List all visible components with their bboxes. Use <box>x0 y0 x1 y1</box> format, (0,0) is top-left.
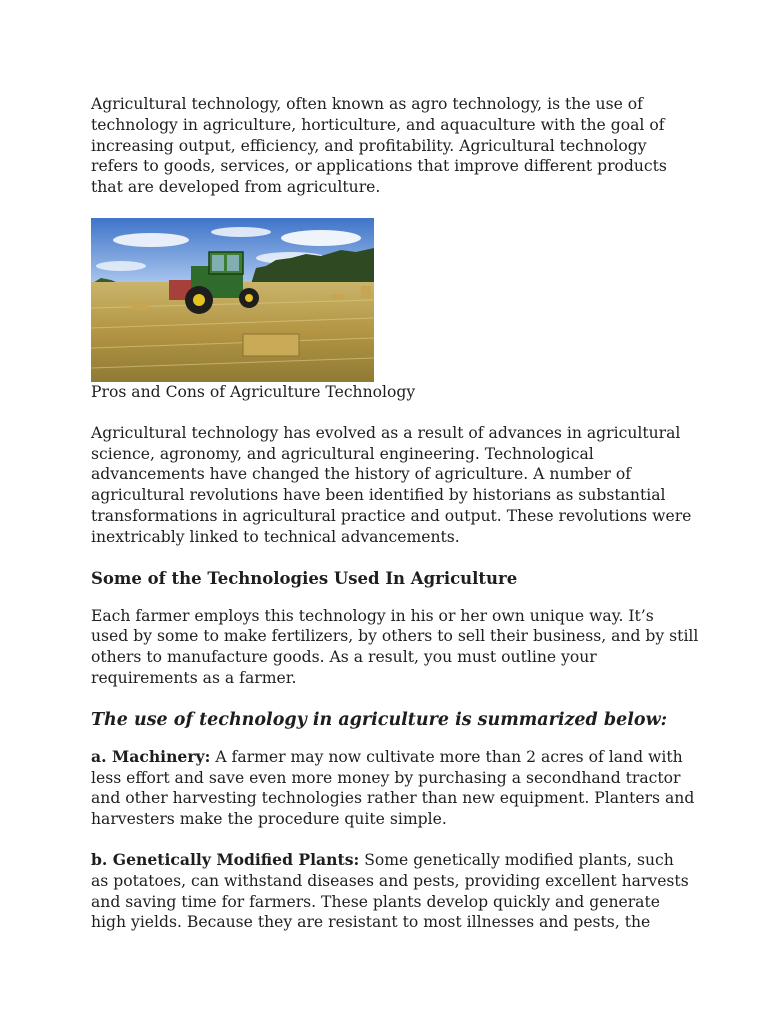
history-line: inextricably linked to technical advancements. <box>91 527 460 546</box>
gmo-paragraph <box>91 850 691 933</box>
gmo-line: and saving time for farmers. These plants develop quickly and generate <box>91 892 660 911</box>
history-line: advancements have changed the history of agriculture. A number of <box>91 465 632 484</box>
machinery-line: and other harvesting technologies rather than new equipment. Planters and <box>91 789 695 808</box>
gmo-line: high yields. Because they are resistant to most illnesses and pests, the <box>91 913 651 932</box>
intro-line: increasing output, efficiency, and profitability. Agricultural technology <box>91 136 647 155</box>
history-line: Agricultural technology has evolved as a result of advances in agricultural <box>91 423 681 442</box>
machinery-line: harvesters make the procedure quite simple. <box>91 810 447 829</box>
machinery-text: A farmer may now cultivate more than 2 acres of land with <box>210 747 683 766</box>
farmer-line: used by some to make fertilizers, by others to sell their business, and by still <box>91 627 699 646</box>
history-line: transformations in agricultural practice and output. These revolutions were <box>91 506 692 525</box>
farmer-line: requirements as a farmer. <box>91 668 297 687</box>
intro-line: Agricultural technology, often known as agro technology, is the use of <box>91 95 643 113</box>
gmo-text: Some genetically modified plants, such <box>359 850 674 869</box>
intro-paragraph <box>91 94 691 198</box>
gmo-term: b. Genetically Modified Plants: <box>91 849 360 869</box>
document-page <box>91 94 699 933</box>
intro-line: that are developed from agriculture. <box>91 178 381 197</box>
summary-heading: The use of technology in agriculture is summarized below: <box>91 709 668 730</box>
history-line: science, agronomy, and agricultural engineering. Technological <box>91 444 594 463</box>
farmer-paragraph <box>91 606 699 689</box>
history-paragraph <box>91 423 691 548</box>
gmo-line: as potatoes, can withstand diseases and pests, providing excellent harvests <box>91 871 689 890</box>
image-caption: Pros and Cons of Agriculture Technology <box>91 382 416 401</box>
machinery-paragraph <box>91 746 695 830</box>
farmer-line: Each farmer employs this technology in his or her own unique way. It’s <box>91 606 654 625</box>
tractor-field-photo <box>91 218 374 382</box>
intro-line: technology in agriculture, horticulture, and aquaculture with the goal of <box>91 115 665 134</box>
machinery-line: less effort and save even more money by purchasing a secondhand tractor <box>91 768 681 787</box>
farmer-line: others to manufacture goods. As a result, you must outline your <box>91 648 597 667</box>
history-line: agricultural revolutions have been identified by historians as substantial <box>91 486 666 505</box>
technologies-heading: Some of the Technologies Used In Agriculture <box>91 568 518 588</box>
gmo-line <box>91 850 691 871</box>
machinery-term: a. Machinery: <box>91 746 211 766</box>
machinery-line <box>91 747 691 768</box>
intro-line: refers to goods, services, or applications that improve different products <box>91 157 667 176</box>
